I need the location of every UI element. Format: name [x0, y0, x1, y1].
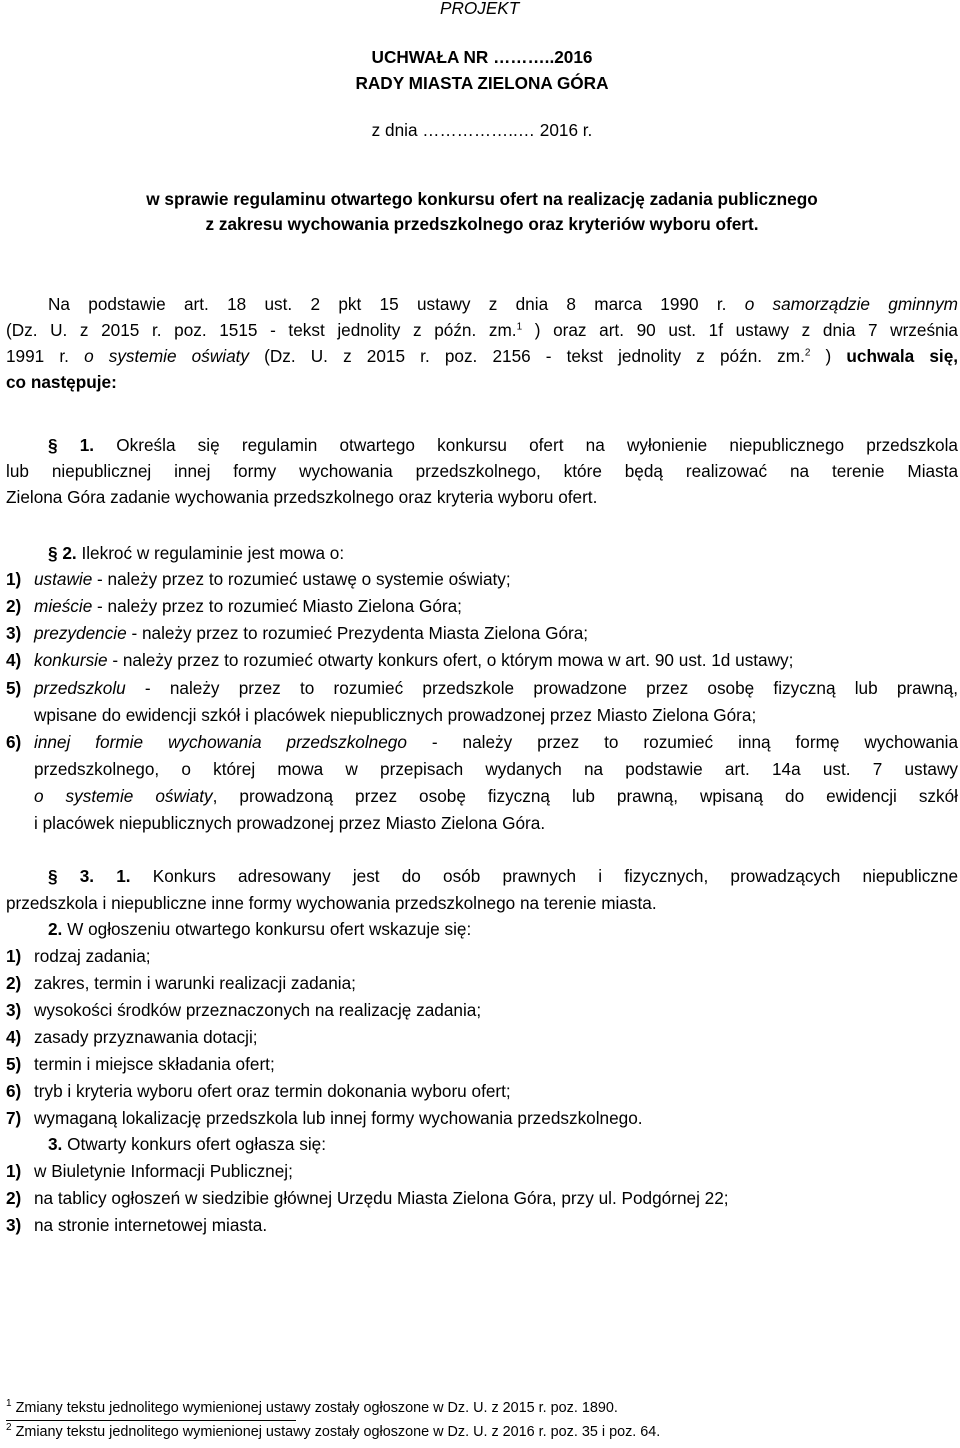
section-3-para-2: 2. W ogłoszeniu otwartego konkursu ofert wskazuje się: [48, 919, 472, 939]
definition-6-cont-3: i placówek niepublicznych prowadzonej przez Miasto Zielona Góra. [34, 813, 546, 833]
resolution-number: UCHWAŁA NR ………..2016 [371, 47, 593, 67]
footnote-ref-1: 1 [516, 321, 523, 333]
projekt-label: PROJEKT [440, 0, 520, 18]
document-page [6, 0, 958, 1448]
council-name: RADY MIASTA ZIELONA GÓRA [355, 73, 609, 93]
definition-6-cont-1: przedszkolnego, o której mowa w przepisach wydanych na podstawie art. 14a ust. 7 ustawy [34, 759, 958, 779]
footnote-2: $^2$ Zmiany tekstu jednolitego wymienionej ustawy zostały ogłoszone w Dz. U. z 2016 r. poz. 35 i poz. 64. [6, 1422, 661, 1440]
preamble-line-4: co następuje: [6, 372, 117, 392]
list-item: 7) wymaganą lokalizację przedszkola lub innej formy wychowania przedszkolnego. [6, 1108, 643, 1128]
footnote-ref-2: 2 [804, 347, 811, 359]
list-item: 2) zakres, termin i warunki realizacji zadania; [6, 973, 356, 993]
resolution-date: z dnia ……………..… 2016 r. [371, 120, 593, 140]
section-1-line-3: Zielona Góra zadanie wychowania przedszkolnego oraz kryteria wyboru ofert. [6, 487, 598, 507]
section-3-para-1-cont: przedszkola i niepubliczne inne formy wychowania przedszkolnego na terenie miasta. [6, 893, 657, 913]
subject-line-1: w sprawie regulaminu otwartego konkursu ofert na realizację zadania publicznego [146, 189, 818, 209]
definition-6: 6) innej formie wychowania przedszkolnego - należy przez to rozumieć inną formę wychowania [6, 732, 959, 752]
definition-6-cont-2: o systemie oświaty, prowadzoną przez osobę fizyczną lub prawną, wpisaną do ewidencji szkół [34, 786, 958, 806]
footnote-divider [6, 1420, 296, 1421]
definition-5: 5) przedszkolu - należy przez to rozumieć przedszkole prowadzone przez osobę fizyczną lub prawną, [6, 678, 958, 698]
list-item: 5) termin i miejsce składania ofert; [6, 1054, 275, 1074]
definition-5-cont: wpisane do ewidencji szkół i placówek niepublicznych prowadzonej przez Miasto Zielona Góra; [34, 705, 757, 725]
definition-4: 4) konkursie - należy przez to rozumieć otwarty konkurs ofert, o którym mowa w art. 90 ust. 1d ustawy; [6, 650, 794, 670]
section-2-intro: § 2. Ilekroć w regulaminie jest mowa o: [48, 543, 345, 563]
footnote-1: $^1$ Zmiany tekstu jednolitego wymienionej ustawy zostały ogłoszone w Dz. U. z 2015 r. poz. 1890. [6, 1398, 618, 1416]
list-item: 1) w Biuletynie Informacji Publicznej; [6, 1161, 293, 1181]
definition-3: 3) prezydencie - należy przez to rozumieć Prezydenta Miasta Zielona Góra; [6, 623, 589, 643]
list-item: 1) rodzaj zadania; [6, 946, 151, 966]
list-item: 6) tryb i kryteria wyboru ofert oraz termin dokonania wyboru ofert; [6, 1081, 511, 1101]
definition-2: 2) mieście - należy przez to rozumieć Miasto Zielona Góra; [6, 596, 462, 616]
section-1-line-2: lub niepublicznej innej formy wychowania przedszkolnego, które będą realizować na terenie Miasta [6, 461, 958, 481]
section-3-para-3: 3. Otwarty konkurs ofert ogłasza się: [48, 1134, 326, 1154]
preamble-line-3: 1991 r. o systemie oświaty (Dz. U. z 2015 r. poz. 2156 - tekst jednolity z późn. zm.$^2$ ) uchwala się, [6, 346, 959, 366]
section-3-mark: § 3. [48, 866, 95, 886]
list-item: 2) na tablicy ogłoszeń w siedzibie głównej Urzędu Miasta Zielona Góra, przy ul. Podgórnej 22; [6, 1188, 729, 1208]
preamble-line-2: (Dz. U. z 2015 r. poz. 1515 - tekst jednolity z późn. zm.$^1$ ) oraz art. 90 ust. 1f ustawy z dnia 7 września [6, 320, 958, 340]
subject-line-2: z zakresu wychowania przedszkolnego oraz kryteriów wyboru ofert. [205, 214, 759, 234]
preamble-line-1: Na podstawie art. 18 ust. 2 pkt 15 ustawy z dnia 8 marca 1990 r. o samorządzie gminnym [48, 294, 958, 314]
list-item: 3) na stronie internetowej miasta. [6, 1215, 268, 1235]
section-2-mark: § 2. [48, 543, 77, 563]
list-item: 4) zasady przyznawania dotacji; [6, 1027, 258, 1047]
section-1-line-1: § 1. Określa się regulamin otwartego konkursu ofert na wyłonienie niepublicznego przedszkola [48, 435, 958, 455]
list-item: 3) wysokości środków przeznaczonych na realizację zadania; [6, 1000, 482, 1020]
section-3-para-1: § 3. 1. Konkurs adresowany jest do osób prawnych i fizycznych, prowadzących niepubliczne [48, 866, 959, 886]
section-1-mark: § 1. [48, 435, 95, 455]
definition-1: 1) ustawie - należy przez to rozumieć ustawę o systemie oświaty; [6, 569, 511, 589]
